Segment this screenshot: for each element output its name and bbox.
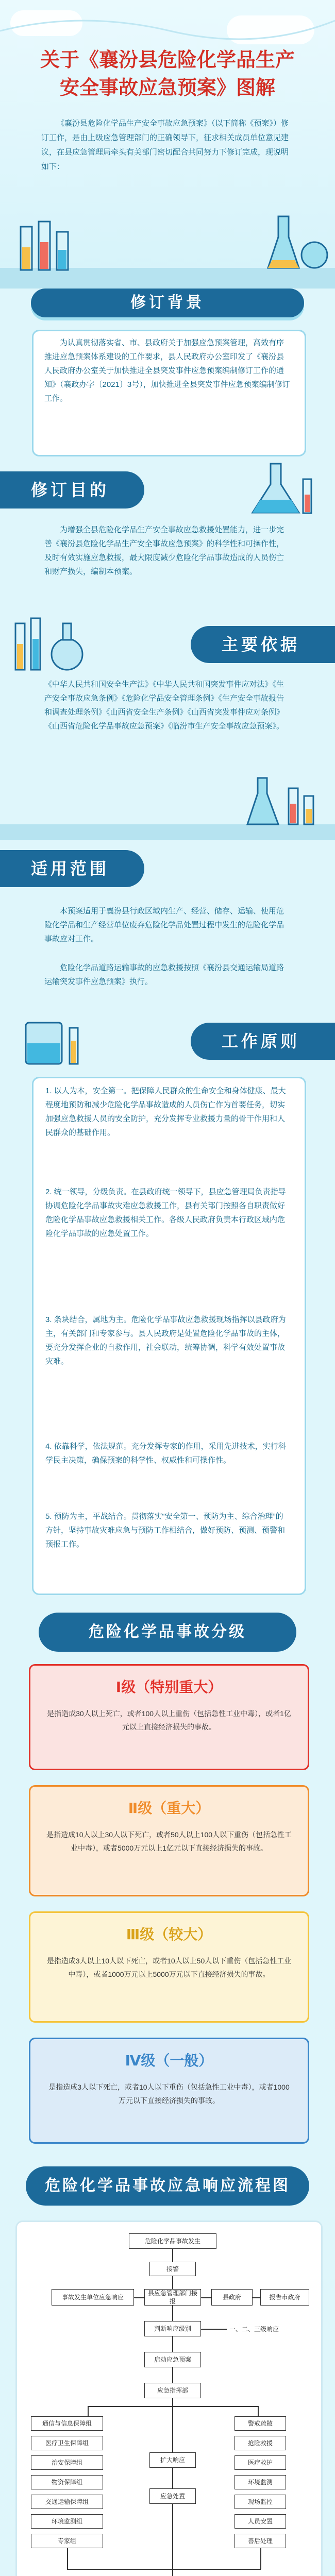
level-description: 是指造成30人以上死亡，或者100人以上重伤（包括急性工业中毒），或者1亿元以上直接经济损失的事故。 [47,1709,291,1731]
flow-connector [201,2329,227,2330]
flow-connector [88,2406,89,2416]
section-heading-text: 适用范围 [31,859,110,878]
flow-connector [67,2569,261,2570]
flow-node: 启动应急预案 [144,2352,201,2367]
level-card-1 [29,1664,309,1770]
lab-illustration [0,206,335,289]
flow-node: 县政府 [211,2289,253,2306]
flow-connector [172,2276,173,2289]
flow-side-right: 善后处理 [234,2534,286,2548]
flow-side-left: 医疗卫生保障组 [31,2436,103,2450]
section-heading-text: 修订背景 [130,294,205,311]
section-heading-text: 主要依据 [222,635,300,654]
flow-connector [172,2367,173,2383]
flow-connector [172,2468,173,2488]
page-title [15,46,320,102]
flow-connector [172,2306,173,2321]
section-heading-scope [0,850,144,887]
flow-node: 接警 [149,2262,196,2276]
flow-connector [172,2336,173,2352]
level-card-3 [29,1911,309,2023]
flow-connector [172,2249,173,2262]
flow-node: 应急处置 [149,2488,196,2504]
intro-paragraph: 《襄汾县危险化学品生产安全事故应急预案》（以下简称《预案》）修订工作，是由上级应急管理部门的正确领导下，征求相关成员单位意见建议，在县应急管理局牵头有关部门密切配合共同努力下修订完成，现说明如下： [41,119,289,171]
flow-side-right: 警戒疏散 [234,2416,286,2431]
title-line-1: 关于《襄汾县危险化学品生产 [40,49,295,71]
flow-connector [134,2297,144,2298]
flow-connector [172,2504,173,2576]
flow-label: 一、二、三级响应 [229,2326,279,2333]
flow-side-left: 治安保障组 [31,2455,103,2470]
flow-side-left: 物资保障组 [31,2475,103,2489]
level-card-4 [29,2038,309,2144]
flow-side-right: 现场监控 [234,2495,286,2509]
flow-node: 报告市政府 [260,2289,309,2306]
level-title: Ⅱ级（重大） [128,1800,210,1816]
level-title: Ⅳ级（一般） [125,2053,213,2069]
lab-flask-illustration [242,459,325,520]
section-heading-principles [191,1023,335,1060]
level-title: Ⅲ级（较大） [126,1926,212,1942]
lab-beaker-illustration [15,1012,88,1069]
title-line-2: 安全事故应急预案》图解 [59,77,275,99]
section-heading-text: 危险化学品事故分级 [89,1623,246,1640]
section-heading-text: 修订目的 [31,481,110,499]
scope-text-2: 危险化学品道路运输事故的应急救援按照《襄汾县交通运输局道路运输突发事件应急预案》执行。 [44,963,284,986]
background-text: 为认真贯彻落实省、市、县政府关于加强应急预案管理，高效有序推进应急预案体系建设的工作要求，县人民政府办公室印发了《襄汾县人民政府办公室关于加快推进全县突发事件应急预案编制修订工作的通知》（襄政办字〔2021〕3号），加快推进全县突发事件应急预案编制修订工作。 [44,338,290,403]
flow-node: 县应急管理部门接报 [144,2289,201,2306]
flow-side-right: 医疗救护 [234,2455,286,2470]
flow-connector [172,2398,173,2406]
flow-side-right: 人员安置 [234,2514,286,2529]
level-title: Ⅰ级（特别重大） [115,1679,223,1695]
section-heading-flowchart [26,2166,309,2206]
flow-side-right: 抢险救援 [234,2436,286,2450]
principle-item: 2. 统一领导，分级负责。在县政府统一领导下，县应急管理局负责指导协调危险化学品事故灾难应急救援工作，县有关部门按照各自职责做好危险化学品事故应急救援相关工作。各级人民政府负责本行政区域内危险化学品事故的应急处置工作。 [45,1188,286,1238]
section-heading-background [31,289,304,317]
principle-item: 4. 依靠科学，依法规范。充分发挥专家的作用，采用先进技术，实行科学民主决策，确保预案的科学性、权威性和可操作性。 [45,1442,286,1465]
flow-connector [260,2548,261,2569]
level-card-2 [29,1785,309,1896]
flow-connector [253,2297,260,2298]
principle-item: 5. 预防为主，平战结合。贯彻落实“安全第一、预防为主、综合治理”的方针，坚持事故灾难应急与预防工作相结合，做好预防、预测、预警和预报工作。 [45,1512,286,1549]
flow-connector [172,2406,173,2452]
scope-text-1: 本预案适用于襄汾县行政区域内生产、经营、储存、运输、使用危险化学品和生产经营单位废弃危险化学品处置过程中发生的危险化学品事故应对工作。 [44,907,284,943]
flow-node: 应急指挥部 [144,2383,201,2398]
flow-connector [258,2406,259,2416]
principle-item: 3. 条块结合，属地为主。危险化学品事故应急救援现场指挥以县政府为主，有关部门和专家参与。县人民政府是处置危险化学品事故的主体，要充分发挥企业的自救作用，社会联动，统筹协调，科学有效处置事故灾难。 [45,1315,286,1366]
flow-connector [67,2548,68,2569]
level-description: 是指造成3人以上10人以下死亡，或者10人以上50人以下重伤（包括急性工业中毒），或者1000万元以上5000万元以下直接经济损失的事故。 [46,1957,292,1978]
section-heading-grading [39,1613,296,1652]
lab-divider-illustration [0,773,335,840]
section-heading-text: 危险化学品事故应急响应流程图 [45,2177,290,2194]
flow-side-left: 交通运输保障组 [31,2495,103,2509]
flow-side-left: 通信与信息保障组 [31,2416,103,2431]
lab-tube-illustration [10,608,93,675]
flow-node: 判断响应级别 [144,2321,201,2336]
flow-side-left: 专家组 [31,2534,103,2548]
section-heading-text: 工作原则 [222,1032,300,1050]
flow-connector [201,2297,211,2298]
section-heading-purpose [0,471,144,509]
level-description: 是指造成10人以上30人以下死亡，或者50人以上100人以下重伤（包括急性工业中毒），或者5000万元以上1亿元以下直接经济损失的事故。 [46,1831,292,1852]
flow-side-left: 环境监测组 [31,2514,103,2529]
section-heading-basis [191,626,335,663]
flow-node: 事故发生单位应急响应 [52,2289,134,2306]
header-line-decoration [0,0,335,46]
flow-side-right: 环境监测 [234,2475,286,2489]
flow-node: 扩大响应 [149,2452,196,2468]
basis-text: 《中华人民共和国安全生产法》《中华人民共和国突发事件应对法》《生产安全事故应急条例》《危险化学品安全管理条例》《生产安全事故报告和调查处理条例》《山西省安全生产条例》《山西省突发事件应对条例》《山西省危险化学品事故应急预案》《临汾市生产安全事故应急预案》。 [44,680,284,731]
principle-item: 1. 以人为本，安全第一。把保障人民群众的生命安全和身体健康、最大程度地预防和减少危险化学品事故造成的人员伤亡作为首要任务，切实加强应急救援人员的安全防护，充分发挥专业救援力量的骨干作用和人民群众的基础作用。 [45,1087,286,1137]
flow-node: 危险化学品事故发生 [129,2233,216,2249]
purpose-text: 为增强全县危险化学品生产安全事故应急救援处置能力，进一步完善《襄汾县危险化学品生产安全事故应急预案》的科学性和可操作性，及时有效实施应急救援，最大限度减少危险化学品事故造成的人员伤亡和财产损失，编制本预案。 [44,526,284,576]
level-description: 是指造成3人以下死亡，或者10人以下重伤（包括急性工业中毒），或者1000万元以下直接经济损失的事故。 [48,2083,290,2105]
